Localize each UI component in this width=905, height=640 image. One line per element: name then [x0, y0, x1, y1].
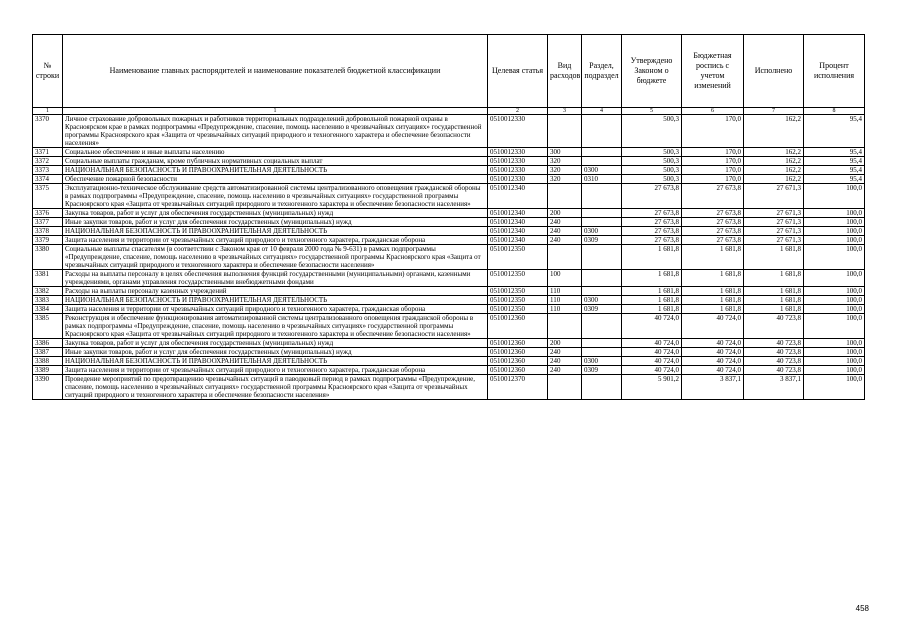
cell-expense-type: 320	[548, 157, 582, 166]
cell-budget-painting: 40 724,0	[682, 339, 744, 348]
cell-section: 0309	[582, 366, 622, 375]
cell-executed: 162,2	[744, 166, 804, 175]
table-row	[33, 209, 865, 218]
cell-name: НАЦИОНАЛЬНАЯ БЕЗОПАСНОСТЬ И ПРАВООХРАНИТЕЛЬНАЯ ДЕЯТЕЛЬНОСТЬ	[63, 227, 488, 236]
cell-budget-painting: 1 681,8	[682, 245, 744, 270]
cell-percent: 100,0	[804, 287, 865, 296]
cell-name: Расходы на выплаты персоналу в целях обеспечения выполнения функций государственными (муниципальными) органами, казенными учреждениями, органами управления государственными внебюджетными фондами	[63, 270, 488, 287]
header-expense-type: Вид расходов	[548, 35, 582, 108]
cell-expense-type: 300	[548, 148, 582, 157]
cell-target-article: 0510012360	[488, 314, 548, 339]
cell-approved: 1 681,8	[622, 296, 682, 305]
cell-section	[582, 218, 622, 227]
cell-approved: 500,3	[622, 148, 682, 157]
cell-target-article: 0510012350	[488, 270, 548, 287]
cell-budget-painting: 27 673,8	[682, 227, 744, 236]
cell-budget-painting: 170,0	[682, 157, 744, 166]
cell-target-article: 0510012360	[488, 357, 548, 366]
table-row	[33, 148, 865, 157]
cell-percent: 100,0	[804, 348, 865, 357]
cell-name: Социальные выплаты гражданам, кроме публичных нормативных социальных выплат	[63, 157, 488, 166]
cell-budget-painting: 27 673,8	[682, 209, 744, 218]
cell-expense-type	[548, 245, 582, 270]
table-row	[33, 339, 865, 348]
cell-budget-painting: 27 673,8	[682, 218, 744, 227]
cell-approved: 27 673,8	[622, 227, 682, 236]
cell-row-number: 3385	[33, 314, 63, 339]
table-row	[33, 314, 865, 339]
table-row	[33, 166, 865, 175]
cell-approved: 27 673,8	[622, 209, 682, 218]
cell-executed: 162,2	[744, 148, 804, 157]
cell-row-number: 3376	[33, 209, 63, 218]
header-approved: Утверждено Законом о бюджете	[622, 35, 682, 108]
table-row	[33, 287, 865, 296]
cell-name: Защита населения и территории от чрезвычайных ситуаций природного и техногенного характера, гражданская оборона	[63, 236, 488, 245]
table-row	[33, 115, 865, 148]
cell-name: Закупка товаров, работ и услуг для обеспечения государственных (муниципальных) нужд	[63, 339, 488, 348]
cell-expense-type: 110	[548, 287, 582, 296]
cell-percent: 95,4	[804, 115, 865, 148]
cell-section: 0310	[582, 175, 622, 184]
cell-section	[582, 348, 622, 357]
cell-budget-painting: 40 724,0	[682, 348, 744, 357]
cell-section: 0300	[582, 296, 622, 305]
cell-target-article: 0510012340	[488, 218, 548, 227]
cell-executed: 162,2	[744, 157, 804, 166]
table-row	[33, 305, 865, 314]
cell-executed: 40 723,8	[744, 366, 804, 375]
header-percent: Процент исполнения	[804, 35, 865, 108]
cell-budget-painting: 170,0	[682, 148, 744, 157]
table-row	[33, 236, 865, 245]
table-row	[33, 366, 865, 375]
cell-expense-type: 320	[548, 166, 582, 175]
cell-approved: 40 724,0	[622, 348, 682, 357]
cell-row-number: 3377	[33, 218, 63, 227]
cell-expense-type	[548, 314, 582, 339]
table-row	[33, 218, 865, 227]
cell-percent: 95,4	[804, 148, 865, 157]
cell-row-number: 3380	[33, 245, 63, 270]
cell-section	[582, 148, 622, 157]
cell-approved: 1 681,8	[622, 305, 682, 314]
cell-target-article: 0510012340	[488, 184, 548, 209]
header-budget-painting: Бюджетная роспись с учетом изменений	[682, 35, 744, 108]
table-row	[33, 157, 865, 166]
cell-executed: 3 837,1	[744, 375, 804, 400]
table-row	[33, 270, 865, 287]
cell-percent: 100,0	[804, 314, 865, 339]
cell-percent: 95,4	[804, 157, 865, 166]
cell-executed: 1 681,8	[744, 296, 804, 305]
cell-percent: 95,4	[804, 166, 865, 175]
table-row	[33, 375, 865, 400]
cell-budget-painting: 170,0	[682, 175, 744, 184]
cell-approved: 40 724,0	[622, 366, 682, 375]
cell-name: Социальные выплаты спасателям (в соответствии с Законом края от 10 февраля 2000 года № 9-631) в рамках подпрограммы «Предупреждение, спасение, помощь населению в чрезвычайных ситуациях» государственной программы Красноярского края «Защита от чрезвычайных ситуаций природного и техногенного характера и обеспечение безопасности населения»	[63, 245, 488, 270]
cell-row-number: 3388	[33, 357, 63, 366]
cell-approved: 27 673,8	[622, 184, 682, 209]
cell-name: НАЦИОНАЛЬНАЯ БЕЗОПАСНОСТЬ И ПРАВООХРАНИТЕЛЬНАЯ ДЕЯТЕЛЬНОСТЬ	[63, 357, 488, 366]
cell-executed: 162,2	[744, 175, 804, 184]
cell-percent: 100,0	[804, 236, 865, 245]
column-number: 1	[63, 108, 488, 115]
cell-budget-painting: 1 681,8	[682, 287, 744, 296]
cell-executed: 40 723,8	[744, 348, 804, 357]
cell-expense-type: 110	[548, 296, 582, 305]
cell-target-article: 0510012350	[488, 296, 548, 305]
cell-target-article: 0510012330	[488, 166, 548, 175]
cell-row-number: 3375	[33, 184, 63, 209]
table-body	[33, 115, 865, 400]
cell-percent: 100,0	[804, 305, 865, 314]
cell-budget-painting: 40 724,0	[682, 357, 744, 366]
table-row	[33, 296, 865, 305]
cell-section	[582, 209, 622, 218]
cell-approved: 5 901,2	[622, 375, 682, 400]
cell-row-number: 3370	[33, 115, 63, 148]
cell-executed: 1 681,8	[744, 305, 804, 314]
header-row-number: № строки	[33, 35, 63, 108]
cell-percent: 100,0	[804, 227, 865, 236]
cell-target-article: 0510012350	[488, 245, 548, 270]
cell-name: Иные закупки товаров, работ и услуг для обеспечения государственных (муниципальных) нужд	[63, 218, 488, 227]
cell-name: Иные закупки товаров, работ и услуг для обеспечения государственных (муниципальных) нужд	[63, 348, 488, 357]
table-row	[33, 348, 865, 357]
cell-budget-painting: 40 724,0	[682, 314, 744, 339]
cell-row-number: 3374	[33, 175, 63, 184]
cell-name: НАЦИОНАЛЬНАЯ БЕЗОПАСНОСТЬ И ПРАВООХРАНИТЕЛЬНАЯ ДЕЯТЕЛЬНОСТЬ	[63, 166, 488, 175]
cell-budget-painting: 27 673,8	[682, 184, 744, 209]
cell-row-number: 3387	[33, 348, 63, 357]
cell-executed: 40 723,8	[744, 357, 804, 366]
cell-expense-type	[548, 375, 582, 400]
cell-row-number: 3384	[33, 305, 63, 314]
cell-section: 0300	[582, 166, 622, 175]
cell-approved: 500,3	[622, 166, 682, 175]
cell-name: Обеспечение пожарной безопасности	[63, 175, 488, 184]
cell-section	[582, 115, 622, 148]
cell-section: 0309	[582, 305, 622, 314]
column-number: 2	[488, 108, 548, 115]
cell-row-number: 3378	[33, 227, 63, 236]
cell-section	[582, 270, 622, 287]
table-row	[33, 184, 865, 209]
cell-target-article: 0510012350	[488, 287, 548, 296]
cell-approved: 500,3	[622, 115, 682, 148]
cell-row-number: 3371	[33, 148, 63, 157]
cell-section	[582, 339, 622, 348]
cell-executed: 27 671,3	[744, 236, 804, 245]
cell-section: 0309	[582, 236, 622, 245]
cell-percent: 100,0	[804, 357, 865, 366]
cell-name: Расходы на выплаты персоналу казенных учреждений	[63, 287, 488, 296]
cell-section	[582, 157, 622, 166]
cell-row-number: 3390	[33, 375, 63, 400]
column-number: 5	[622, 108, 682, 115]
cell-row-number: 3373	[33, 166, 63, 175]
cell-budget-painting: 170,0	[682, 115, 744, 148]
cell-executed: 27 671,3	[744, 218, 804, 227]
cell-target-article: 0510012360	[488, 366, 548, 375]
cell-section	[582, 314, 622, 339]
cell-expense-type: 240	[548, 236, 582, 245]
cell-percent: 100,0	[804, 218, 865, 227]
cell-name: Личное страхование добровольных пожарных и работников территориальных подразделений добровольной пожарной охраны в Красноярском крае в рамках подпрограммы «Предупреждение, спасение, помощь населению в чрезвычайных ситуациях» государственной программы Красноярского края «Защита от чрезвычайных ситуаций природного и техногенного характера и обеспечение безопасности населения»	[63, 115, 488, 148]
cell-approved: 40 724,0	[622, 357, 682, 366]
cell-approved: 27 673,8	[622, 236, 682, 245]
cell-percent: 100,0	[804, 366, 865, 375]
cell-executed: 27 671,3	[744, 184, 804, 209]
cell-section	[582, 184, 622, 209]
cell-row-number: 3389	[33, 366, 63, 375]
cell-section	[582, 287, 622, 296]
header-name: Наименование главных распорядителей и наименование показателей бюджетной классификации	[63, 35, 488, 108]
cell-row-number: 3386	[33, 339, 63, 348]
cell-name: Защита населения и территории от чрезвычайных ситуаций природного и техногенного характера, гражданская оборона	[63, 366, 488, 375]
cell-section	[582, 375, 622, 400]
cell-executed: 40 723,8	[744, 339, 804, 348]
header-target-article: Целевая статья	[488, 35, 548, 108]
column-number: 6	[682, 108, 744, 115]
cell-target-article: 0510012350	[488, 305, 548, 314]
budget-execution-table	[32, 34, 865, 400]
cell-expense-type	[548, 115, 582, 148]
cell-percent: 100,0	[804, 296, 865, 305]
cell-percent: 100,0	[804, 270, 865, 287]
cell-name: Закупка товаров, работ и услуг для обеспечения государственных (муниципальных) нужд	[63, 209, 488, 218]
cell-section	[582, 245, 622, 270]
cell-executed: 1 681,8	[744, 287, 804, 296]
cell-percent: 100,0	[804, 339, 865, 348]
column-number: 1	[33, 108, 63, 115]
cell-name: Социальное обеспечение и иные выплаты населению	[63, 148, 488, 157]
cell-target-article: 0510012330	[488, 157, 548, 166]
cell-expense-type	[548, 184, 582, 209]
column-number: 7	[744, 108, 804, 115]
cell-executed: 1 681,8	[744, 270, 804, 287]
cell-target-article: 0510012360	[488, 348, 548, 357]
cell-target-article: 0510012370	[488, 375, 548, 400]
cell-executed: 27 671,3	[744, 209, 804, 218]
cell-target-article: 0510012330	[488, 115, 548, 148]
header-section: Раздел, подраздел	[582, 35, 622, 108]
table-row	[33, 227, 865, 236]
cell-expense-type: 320	[548, 175, 582, 184]
cell-row-number: 3382	[33, 287, 63, 296]
cell-target-article: 0510012340	[488, 227, 548, 236]
cell-approved: 40 724,0	[622, 314, 682, 339]
cell-executed: 1 681,8	[744, 245, 804, 270]
cell-budget-painting: 1 681,8	[682, 270, 744, 287]
cell-expense-type: 240	[548, 227, 582, 236]
cell-budget-painting: 170,0	[682, 166, 744, 175]
cell-section: 0300	[582, 227, 622, 236]
cell-budget-painting: 1 681,8	[682, 305, 744, 314]
cell-percent: 95,4	[804, 175, 865, 184]
column-number: 8	[804, 108, 865, 115]
cell-percent: 100,0	[804, 375, 865, 400]
cell-target-article: 0510012360	[488, 339, 548, 348]
cell-expense-type: 240	[548, 357, 582, 366]
cell-row-number: 3383	[33, 296, 63, 305]
cell-name: Эксплуатационно-техническое обслуживание средств автоматизированной системы централизованного оповещения гражданской обороны в рамках подпрограммы «Предупреждение, спасение, помощь населению в чрезвычайных ситуациях» государственной программы Красноярского края «Защита от чрезвычайных ситуаций природного и техногенного характера и обеспечение безопасности населения»	[63, 184, 488, 209]
cell-target-article: 0510012340	[488, 236, 548, 245]
cell-approved: 1 681,8	[622, 245, 682, 270]
cell-target-article: 0510012330	[488, 148, 548, 157]
header-executed: Исполнено	[744, 35, 804, 108]
cell-name: Реконструкция и обеспечение функционирования автоматизированной системы централизованного оповещения гражданской обороны в рамках подпрограммы «Предупреждение, спасение, помощь населению в чрезвычайных ситуациях» государственной программы Красноярского края «Защита от чрезвычайных ситуаций природного и техногенного характера и обеспечение безопасности населения»	[63, 314, 488, 339]
table-row	[33, 175, 865, 184]
cell-expense-type: 200	[548, 339, 582, 348]
cell-executed: 40 723,8	[744, 314, 804, 339]
column-number: 3	[548, 108, 582, 115]
cell-expense-type: 240	[548, 218, 582, 227]
cell-expense-type: 200	[548, 209, 582, 218]
table-row	[33, 357, 865, 366]
cell-approved: 27 673,8	[622, 218, 682, 227]
table-header-row	[33, 35, 865, 108]
column-number: 4	[582, 108, 622, 115]
cell-target-article: 0510012340	[488, 209, 548, 218]
cell-approved: 500,3	[622, 175, 682, 184]
cell-name: Проведение мероприятий по предотвращению чрезвычайных ситуаций в паводковый период в рамках подпрограммы «Предупреждение, спасение, помощь населению в чрезвычайных ситуациях» государственной программы Красноярского края «Защита от чрезвычайных ситуаций природного и техногенного характера и обеспечение безопасности населения»	[63, 375, 488, 400]
cell-target-article: 0510012330	[488, 175, 548, 184]
cell-budget-painting: 27 673,8	[682, 236, 744, 245]
cell-row-number: 3379	[33, 236, 63, 245]
cell-approved: 1 681,8	[622, 270, 682, 287]
cell-section: 0300	[582, 357, 622, 366]
cell-approved: 500,3	[622, 157, 682, 166]
page-number: 458	[855, 604, 869, 613]
cell-name: Защита населения и территории от чрезвычайных ситуаций природного и техногенного характера, гражданская оборона	[63, 305, 488, 314]
cell-expense-type: 110	[548, 305, 582, 314]
cell-budget-painting: 1 681,8	[682, 296, 744, 305]
column-number-row	[33, 108, 865, 115]
table-row	[33, 245, 865, 270]
cell-expense-type: 240	[548, 348, 582, 357]
cell-approved: 1 681,8	[622, 287, 682, 296]
cell-executed: 162,2	[744, 115, 804, 148]
cell-row-number: 3372	[33, 157, 63, 166]
cell-row-number: 3381	[33, 270, 63, 287]
cell-budget-painting: 3 837,1	[682, 375, 744, 400]
cell-executed: 27 671,3	[744, 227, 804, 236]
cell-budget-painting: 40 724,0	[682, 366, 744, 375]
cell-expense-type: 100	[548, 270, 582, 287]
cell-percent: 100,0	[804, 184, 865, 209]
cell-name: НАЦИОНАЛЬНАЯ БЕЗОПАСНОСТЬ И ПРАВООХРАНИТЕЛЬНАЯ ДЕЯТЕЛЬНОСТЬ	[63, 296, 488, 305]
cell-expense-type: 240	[548, 366, 582, 375]
cell-percent: 100,0	[804, 209, 865, 218]
cell-approved: 40 724,0	[622, 339, 682, 348]
cell-percent: 100,0	[804, 245, 865, 270]
